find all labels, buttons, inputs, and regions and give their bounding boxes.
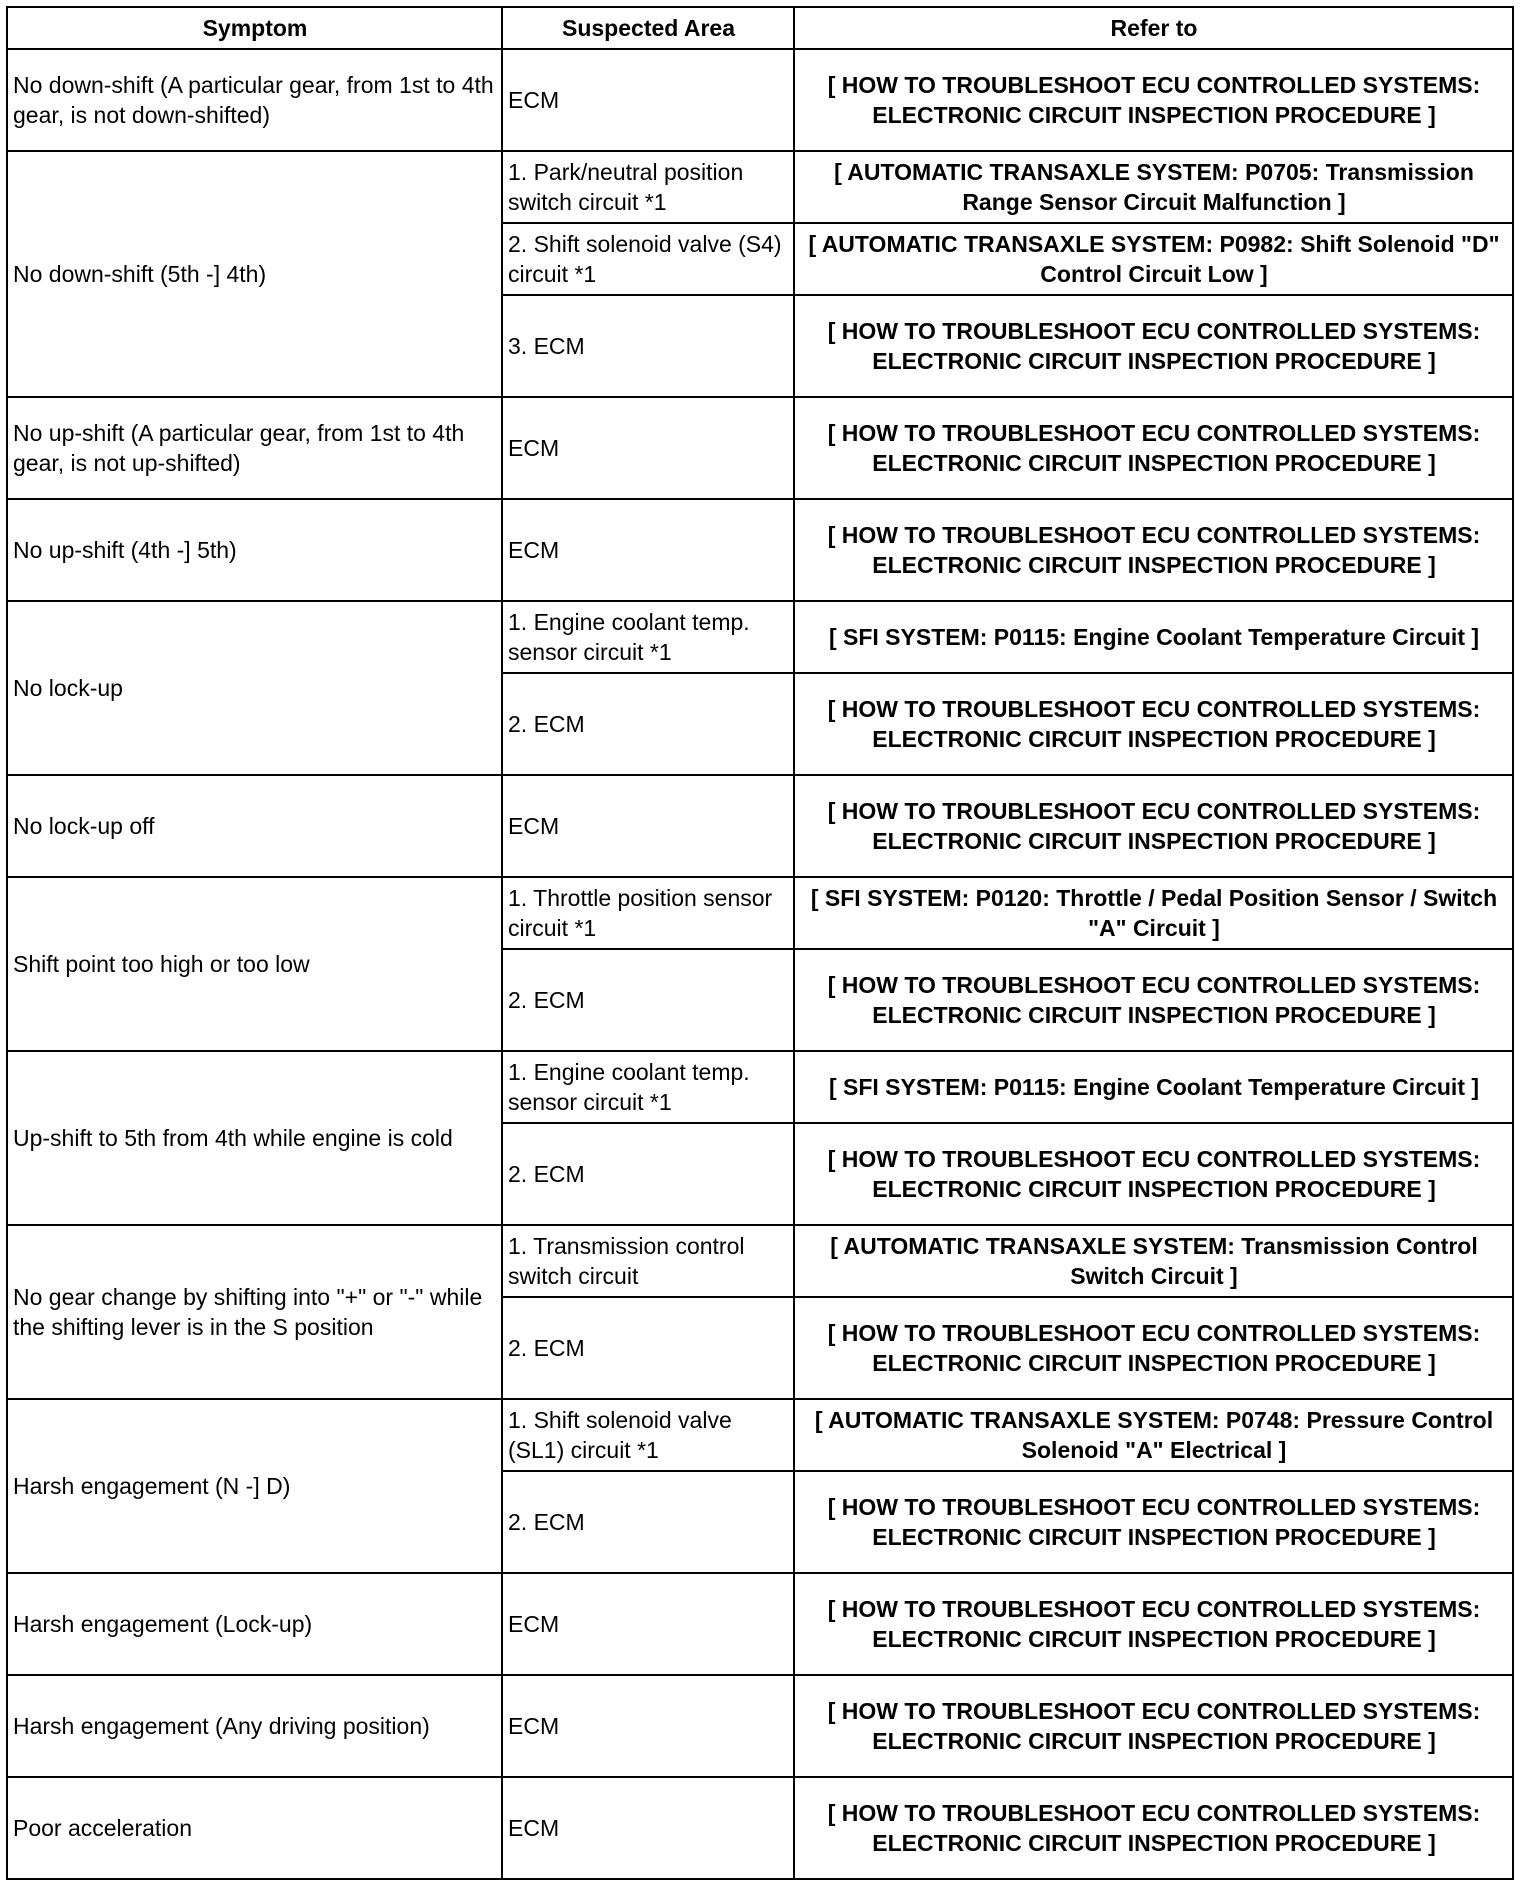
refer-to-link[interactable]: [ AUTOMATIC TRANSAXLE SYSTEM: P0982: Shift Solenoid "D" Control Circuit Low ] — [794, 223, 1513, 295]
suspected-area-cell: 2. ECM — [502, 949, 794, 1051]
symptom-cell: No up-shift (A particular gear, from 1st to 4th gear, is not up-shifted) — [7, 397, 502, 499]
table-row — [7, 397, 1513, 499]
symptom-cell: Poor acceleration — [7, 1777, 502, 1879]
symptom-cell: Harsh engagement (Any driving position) — [7, 1675, 502, 1777]
suspected-area-cell: ECM — [502, 499, 794, 601]
refer-to-link[interactable]: [ HOW TO TROUBLESHOOT ECU CONTROLLED SYSTEMS: ELECTRONIC CIRCUIT INSPECTION PROCEDURE ] — [794, 1777, 1513, 1879]
symptom-cell: No gear change by shifting into "+" or "-" while the shifting lever is in the S position — [7, 1225, 502, 1399]
refer-to-link[interactable]: [ HOW TO TROUBLESHOOT ECU CONTROLLED SYSTEMS: ELECTRONIC CIRCUIT INSPECTION PROCEDURE ] — [794, 949, 1513, 1051]
table-row — [7, 1051, 1513, 1123]
table-row — [7, 775, 1513, 877]
symptom-cell: Up-shift to 5th from 4th while engine is cold — [7, 1051, 502, 1225]
suspected-area-cell: ECM — [502, 397, 794, 499]
refer-to-link[interactable]: [ SFI SYSTEM: P0120: Throttle / Pedal Position Sensor / Switch "A" Circuit ] — [794, 877, 1513, 949]
symptom-cell: Shift point too high or too low — [7, 877, 502, 1051]
refer-to-link[interactable]: [ AUTOMATIC TRANSAXLE SYSTEM: P0705: Transmission Range Sensor Circuit Malfunction ] — [794, 151, 1513, 223]
suspected-area-cell: ECM — [502, 1573, 794, 1675]
symptom-cell: No lock-up — [7, 601, 502, 775]
refer-to-link[interactable]: [ HOW TO TROUBLESHOOT ECU CONTROLLED SYSTEMS: ELECTRONIC CIRCUIT INSPECTION PROCEDURE ] — [794, 673, 1513, 775]
table-row — [7, 499, 1513, 601]
symptom-cell: No down-shift (5th -] 4th) — [7, 151, 502, 397]
suspected-area-cell: 2. ECM — [502, 1123, 794, 1225]
refer-to-link[interactable]: [ HOW TO TROUBLESHOOT ECU CONTROLLED SYSTEMS: ELECTRONIC CIRCUIT INSPECTION PROCEDURE ] — [794, 295, 1513, 397]
refer-to-link[interactable]: [ AUTOMATIC TRANSAXLE SYSTEM: P0748: Pressure Control Solenoid "A" Electrical ] — [794, 1399, 1513, 1471]
suspected-area-cell: ECM — [502, 1777, 794, 1879]
suspected-area-cell: 1. Engine coolant temp. sensor circuit *1 — [502, 601, 794, 673]
table-row — [7, 1777, 1513, 1879]
refer-to-link[interactable]: [ HOW TO TROUBLESHOOT ECU CONTROLLED SYSTEMS: ELECTRONIC CIRCUIT INSPECTION PROCEDURE ] — [794, 397, 1513, 499]
troubleshooting-table — [6, 6, 1514, 1880]
refer-to-link[interactable]: [ HOW TO TROUBLESHOOT ECU CONTROLLED SYSTEMS: ELECTRONIC CIRCUIT INSPECTION PROCEDURE ] — [794, 49, 1513, 151]
refer-to-link[interactable]: [ HOW TO TROUBLESHOOT ECU CONTROLLED SYSTEMS: ELECTRONIC CIRCUIT INSPECTION PROCEDURE ] — [794, 1675, 1513, 1777]
symptom-cell: No lock-up off — [7, 775, 502, 877]
suspected-area-header: Suspected Area — [502, 7, 794, 49]
refer-to-link[interactable]: [ HOW TO TROUBLESHOOT ECU CONTROLLED SYSTEMS: ELECTRONIC CIRCUIT INSPECTION PROCEDURE ] — [794, 1573, 1513, 1675]
table-row — [7, 1573, 1513, 1675]
suspected-area-cell: 2. ECM — [502, 1471, 794, 1573]
suspected-area-cell: 1. Shift solenoid valve (SL1) circuit *1 — [502, 1399, 794, 1471]
refer-to-link[interactable]: [ SFI SYSTEM: P0115: Engine Coolant Temperature Circuit ] — [794, 601, 1513, 673]
symptom-cell: No down-shift (A particular gear, from 1st to 4th gear, is not down-shifted) — [7, 49, 502, 151]
suspected-area-cell: 1. Park/neutral position switch circuit *1 — [502, 151, 794, 223]
symptom-header: Symptom — [7, 7, 502, 49]
suspected-area-cell: ECM — [502, 775, 794, 877]
suspected-area-cell: 2. ECM — [502, 1297, 794, 1399]
refer-to-link[interactable]: [ AUTOMATIC TRANSAXLE SYSTEM: Transmission Control Switch Circuit ] — [794, 1225, 1513, 1297]
table-row — [7, 601, 1513, 673]
symptom-cell: Harsh engagement (Lock-up) — [7, 1573, 502, 1675]
refer-to-link[interactable]: [ SFI SYSTEM: P0115: Engine Coolant Temperature Circuit ] — [794, 1051, 1513, 1123]
suspected-area-cell: ECM — [502, 49, 794, 151]
table-row — [7, 877, 1513, 949]
table-row — [7, 1675, 1513, 1777]
suspected-area-cell: 1. Throttle position sensor circuit *1 — [502, 877, 794, 949]
symptom-cell: No up-shift (4th -] 5th) — [7, 499, 502, 601]
refer-to-link[interactable]: [ HOW TO TROUBLESHOOT ECU CONTROLLED SYSTEMS: ELECTRONIC CIRCUIT INSPECTION PROCEDURE ] — [794, 775, 1513, 877]
header-row — [7, 7, 1513, 49]
table-row — [7, 49, 1513, 151]
refer-to-link[interactable]: [ HOW TO TROUBLESHOOT ECU CONTROLLED SYSTEMS: ELECTRONIC CIRCUIT INSPECTION PROCEDURE ] — [794, 1123, 1513, 1225]
refer-to-link[interactable]: [ HOW TO TROUBLESHOOT ECU CONTROLLED SYSTEMS: ELECTRONIC CIRCUIT INSPECTION PROCEDURE ] — [794, 1471, 1513, 1573]
suspected-area-cell: 2. ECM — [502, 673, 794, 775]
suspected-area-cell: 3. ECM — [502, 295, 794, 397]
refer-to-header: Refer to — [794, 7, 1513, 49]
suspected-area-cell: 2. Shift solenoid valve (S4) circuit *1 — [502, 223, 794, 295]
refer-to-link[interactable]: [ HOW TO TROUBLESHOOT ECU CONTROLLED SYSTEMS: ELECTRONIC CIRCUIT INSPECTION PROCEDURE ] — [794, 499, 1513, 601]
table-row — [7, 1399, 1513, 1471]
table-row — [7, 1225, 1513, 1297]
suspected-area-cell: 1. Transmission control switch circuit — [502, 1225, 794, 1297]
symptom-cell: Harsh engagement (N -] D) — [7, 1399, 502, 1573]
suspected-area-cell: ECM — [502, 1675, 794, 1777]
table-row — [7, 151, 1513, 223]
suspected-area-cell: 1. Engine coolant temp. sensor circuit *1 — [502, 1051, 794, 1123]
refer-to-link[interactable]: [ HOW TO TROUBLESHOOT ECU CONTROLLED SYSTEMS: ELECTRONIC CIRCUIT INSPECTION PROCEDURE ] — [794, 1297, 1513, 1399]
